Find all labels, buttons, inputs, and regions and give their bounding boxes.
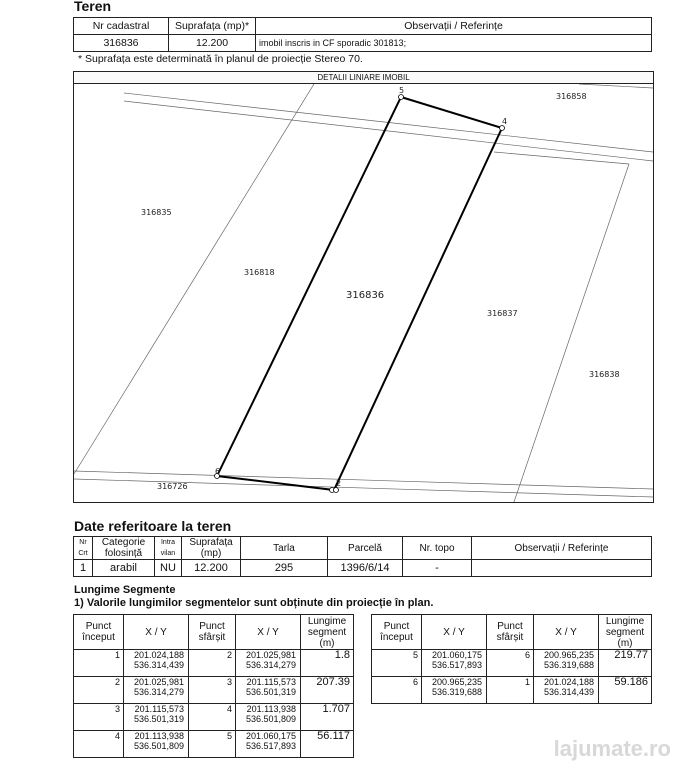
cell-nr-crt: 1 (74, 560, 93, 577)
coord-x: 201.025,981 (245, 650, 296, 660)
header-suprafata-mp: Suprafața (mp) (182, 537, 241, 560)
header-xy-end: X / Y (236, 615, 301, 650)
coord-y: 536.314,439 (543, 687, 594, 697)
coord-x: 201.115,573 (246, 677, 296, 687)
header-punct-sfarsit: Punct sfârșit (487, 615, 534, 650)
date-teren-table (73, 536, 652, 577)
cell-p1: 1 (74, 650, 124, 677)
parcel-label-316835: 316835 (141, 208, 172, 217)
header-punct-inceput: Punct început (372, 615, 422, 650)
header-suprafata: Suprafața (mp)* (169, 18, 256, 35)
section-title-teren: Teren (74, 0, 112, 14)
coord-y: 536.501,809 (245, 714, 296, 724)
header-nr-crt: Nr Crt (74, 537, 93, 560)
coord-x: 201.024,188 (133, 650, 184, 660)
cell-p1: 2 (74, 677, 124, 704)
coord-y: 536.501,319 (245, 687, 296, 697)
plan-drawing (73, 71, 654, 503)
header-punct-sfarsit: Punct sfârșit (189, 615, 236, 650)
plan-title: DETALII LINIARE IMOBIL (74, 72, 653, 84)
point-label-5: 5 (399, 86, 405, 95)
segments-table-left (73, 614, 354, 758)
section-title-segmente: Lungime Segmente (74, 584, 176, 596)
cell-length: 219.77 (599, 650, 652, 677)
cell-p2: 1 (487, 677, 534, 704)
coord-y: 536.501,809 (133, 741, 184, 751)
coord-x: 200.965,235 (543, 650, 594, 660)
cell-p2: 3 (189, 677, 236, 704)
cell-nr-cadastral: 316836 (74, 35, 169, 52)
parcel-label-316837: 316837 (487, 309, 518, 318)
header-observatii-referinte: Observații / Referințe (472, 537, 652, 560)
cell-p1: 3 (74, 704, 124, 731)
plan-svg (74, 84, 653, 502)
cell-suprafata-mp: 12.200 (182, 560, 241, 577)
parcel-label-316838: 316838 (589, 370, 620, 379)
header-xy-start: X / Y (124, 615, 189, 650)
parcel-label-316818: 316818 (244, 268, 275, 277)
cell-tarla: 295 (241, 560, 328, 577)
table-row (74, 704, 354, 731)
header-observatii: Observații / Referințe (256, 18, 652, 35)
header-xy-end: X / Y (534, 615, 599, 650)
header-intravilan: Intra vilan (155, 537, 182, 560)
table-row (74, 677, 354, 704)
coord-x: 201.025,981 (133, 677, 184, 687)
point-label-6: 6 (215, 467, 221, 476)
cell-categorie: arabil (93, 560, 155, 577)
coord-y: 536.517,893 (245, 741, 296, 751)
segmente-subtitle: 1) Valorile lungimilor segmentelor sunt obținute din proiecție în plan. (74, 597, 434, 609)
coord-y: 536.319,688 (431, 687, 482, 697)
point-label-2: 2 (336, 479, 342, 488)
segments-table-right (371, 614, 652, 704)
cell-xy1 (124, 731, 189, 758)
table-row (74, 650, 354, 677)
cell-length: 207.39 (301, 677, 354, 704)
cell-p2: 5 (189, 731, 236, 758)
parcel-label-316858: 316858 (556, 92, 587, 101)
teren-footnote: * Suprafața este determinată în planul de proiecție Stereo 70. (78, 53, 363, 65)
vertex-4 (500, 126, 505, 131)
vertex-1 (334, 488, 339, 493)
coord-x: 201.060,175 (245, 731, 296, 741)
coord-y: 536.517,893 (431, 660, 482, 670)
cell-xy2 (534, 650, 599, 677)
cell-length: 1.707 (301, 704, 354, 731)
header-categorie: Categorie folosință (93, 537, 155, 560)
coord-x: 201.115,573 (134, 704, 184, 714)
header-parcela: Parcelă (328, 537, 403, 560)
coord-y: 536.319,688 (543, 660, 594, 670)
cell-xy1 (422, 650, 487, 677)
coord-y: 536.314,279 (133, 687, 184, 697)
header-tarla: Tarla (241, 537, 328, 560)
header-nr-cadastral: Nr cadastral (74, 18, 169, 35)
cell-length: 56.117 (301, 731, 354, 758)
cell-observatii: imobil inscris in CF sporadic 301813; (256, 35, 652, 52)
cell-p1: 6 (372, 677, 422, 704)
header-lungime: Lungime segment (m) (301, 615, 354, 650)
coord-x: 201.113,938 (246, 704, 296, 714)
cell-parcela: 1396/6/14 (328, 560, 403, 577)
coord-x: 201.024,188 (543, 677, 594, 687)
cell-p2: 2 (189, 650, 236, 677)
cell-xy1 (124, 650, 189, 677)
parcel-label-316836: 316836 (346, 290, 385, 301)
vertex-5 (399, 95, 404, 100)
table-row (372, 677, 652, 704)
cell-observatii-referinte (472, 560, 652, 577)
table-row (74, 731, 354, 758)
header-xy-start: X / Y (422, 615, 487, 650)
cell-suprafata: 12.200 (169, 35, 256, 52)
cell-xy2 (236, 650, 301, 677)
cell-xy2 (236, 704, 301, 731)
parcel-label-316726: 316726 (157, 482, 188, 491)
cell-xy2 (534, 677, 599, 704)
coord-x: 201.113,938 (134, 731, 184, 741)
header-lungime: Lungime segment (m) (599, 615, 652, 650)
coord-y: 536.501,319 (133, 714, 184, 724)
header-punct-inceput: Punct început (74, 615, 124, 650)
cell-xy1 (422, 677, 487, 704)
header-nr-topo: Nr. topo (403, 537, 472, 560)
cell-length: 59.186 (599, 677, 652, 704)
coord-x: 200.965,235 (431, 677, 482, 687)
table-row (372, 650, 652, 677)
cell-xy1 (124, 704, 189, 731)
teren-table (73, 17, 652, 52)
coord-y: 536.314,439 (133, 660, 184, 670)
cell-xy2 (236, 731, 301, 758)
section-title-date-teren: Date referitoare la teren (74, 518, 232, 534)
cell-p1: 4 (74, 731, 124, 758)
cell-p1: 5 (372, 650, 422, 677)
coord-y: 536.314,279 (245, 660, 296, 670)
point-label-4: 4 (502, 117, 508, 126)
cell-length: 1.8 (301, 650, 354, 677)
cell-xy2 (236, 677, 301, 704)
watermark-logo: lajumate.ro (553, 736, 671, 761)
cell-nr-topo: - (403, 560, 472, 577)
cell-p2: 6 (487, 650, 534, 677)
coord-x: 201.060,175 (431, 650, 482, 660)
cell-xy1 (124, 677, 189, 704)
cell-intravilan: NU (155, 560, 182, 577)
cell-p2: 4 (189, 704, 236, 731)
